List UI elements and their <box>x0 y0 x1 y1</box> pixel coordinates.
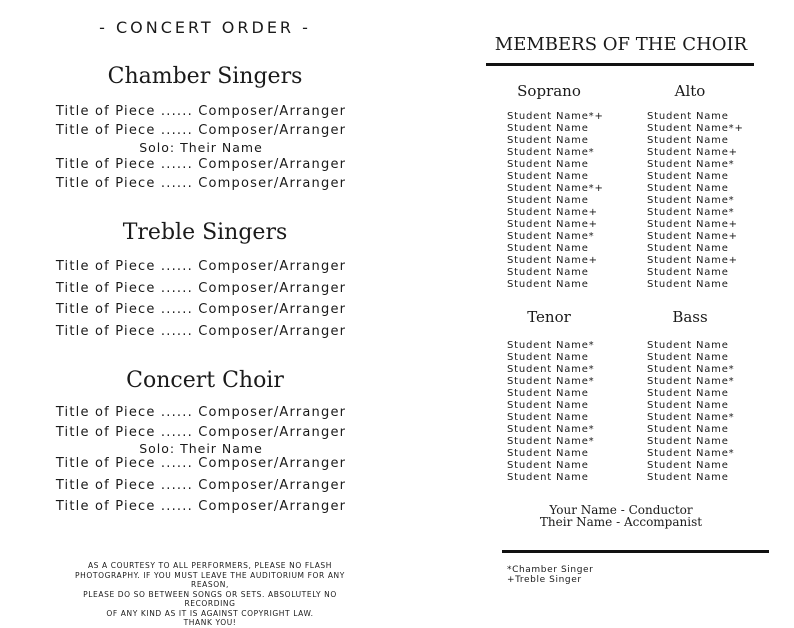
member-name: Student Name <box>647 267 729 278</box>
member-name: Student Name*+ <box>507 183 604 194</box>
tenor-list <box>507 340 594 484</box>
member-name: Student Name* <box>647 207 735 218</box>
member-name: Student Name* <box>647 412 735 423</box>
member-name: Student Name <box>507 412 589 423</box>
member-name: Student Name* <box>507 376 595 387</box>
member-name: Student Name <box>647 135 729 146</box>
legend-treble-singer: +Treble Singer <box>507 575 582 585</box>
member-name: Student Name*+ <box>647 123 744 134</box>
member-name: Student Name* <box>647 376 735 387</box>
program-line: Title of Piece ...... Composer/Arranger <box>55 405 347 420</box>
program-line: Title of Piece ...... Composer/Arranger <box>55 259 347 274</box>
group-title-chamber-singers: Chamber Singers <box>107 64 303 89</box>
member-name: Student Name <box>507 460 589 471</box>
member-name: Student Name <box>507 279 589 290</box>
group-title-concert-choir: Concert Choir <box>126 368 284 393</box>
program-line: Title of Piece ...... Composer/Arranger <box>55 425 347 440</box>
soprano-list <box>507 111 604 291</box>
courtesy-note-line: AS A COURTESY TO ALL PERFORMERS, PLEASE NO FLASH <box>87 561 333 570</box>
section-head-bass: Bass <box>672 308 708 326</box>
footer-divider <box>502 550 769 553</box>
member-name: Student Name* <box>647 364 735 375</box>
member-name: Student Name <box>647 400 729 411</box>
soloist-line: Solo: Their Name <box>139 140 263 155</box>
member-name: Student Name* <box>507 424 595 435</box>
member-name: Student Name <box>647 388 729 399</box>
member-name: Student Name <box>507 388 589 399</box>
member-name: Student Name <box>647 183 729 194</box>
member-name: Student Name <box>507 448 589 459</box>
member-name: Student Name <box>647 111 729 122</box>
member-name: Student Name <box>507 123 589 134</box>
member-name: Student Name <box>507 243 589 254</box>
member-name: Student Name <box>647 352 729 363</box>
program-line: Title of Piece ...... Composer/Arranger <box>55 302 347 317</box>
conductor-credit: Your Name - Conductor <box>549 503 693 517</box>
member-name: Student Name <box>507 135 589 146</box>
member-name: Student Name <box>507 159 589 170</box>
member-name: Student Name <box>507 400 589 411</box>
section-head-alto: Alto <box>674 82 706 100</box>
member-name: Student Name* <box>507 364 595 375</box>
members-title: MEMBERS OF THE CHOIR <box>494 34 748 55</box>
member-name: Student Name <box>647 460 729 471</box>
program-line: Title of Piece ...... Composer/Arranger <box>55 281 347 296</box>
concert-order-heading: - CONCERT ORDER - <box>99 18 311 37</box>
member-name: Student Name+ <box>507 255 598 266</box>
member-name: Student Name <box>507 472 589 483</box>
member-name: Student Name <box>507 195 589 206</box>
member-name: Student Name <box>647 340 729 351</box>
alto-list <box>647 111 744 291</box>
member-name: Student Name* <box>507 340 595 351</box>
member-name: Student Name <box>647 472 729 483</box>
program-line: Title of Piece ...... Composer/Arranger <box>55 176 347 191</box>
member-name: Student Name* <box>507 436 595 447</box>
member-name: Student Name+ <box>647 147 738 158</box>
member-name: Student Name* <box>647 195 735 206</box>
member-name: Student Name+ <box>647 219 738 230</box>
member-name: Student Name* <box>647 448 735 459</box>
courtesy-note-line: PLEASE DO SO BETWEEN SONGS OR SETS. ABSOLUTELY NO RECORDING <box>83 589 337 608</box>
member-name: Student Name <box>507 352 589 363</box>
legend-chamber-singer: *Chamber Singer <box>507 565 594 575</box>
program-line: Title of Piece ...... Composer/Arranger <box>55 324 347 339</box>
group-title-treble-singers: Treble Singers <box>122 220 288 245</box>
member-name: Student Name* <box>507 147 595 158</box>
member-name: Student Name <box>507 171 589 182</box>
program-line: Title of Piece ...... Composer/Arranger <box>55 123 347 138</box>
member-name: Student Name <box>647 424 729 435</box>
member-name: Student Name <box>647 243 729 254</box>
bass-list <box>647 340 734 484</box>
courtesy-note-line: PHOTOGRAPHY. IF YOU MUST LEAVE THE AUDITORIUM FOR ANY REASON, <box>75 570 345 589</box>
member-name: Student Name+ <box>647 231 738 242</box>
member-name: Student Name+ <box>507 207 598 218</box>
program-line: Title of Piece ...... Composer/Arranger <box>55 478 347 493</box>
accompanist-credit: Their Name - Accompanist <box>539 515 703 529</box>
member-name: Student Name <box>647 171 729 182</box>
program-line: Title of Piece ...... Composer/Arranger <box>55 157 347 172</box>
member-name: Student Name* <box>507 231 595 242</box>
member-name: Student Name+ <box>647 255 738 266</box>
member-name: Student Name*+ <box>507 111 604 122</box>
program-line: Title of Piece ...... Composer/Arranger <box>55 104 347 119</box>
member-name: Student Name+ <box>507 219 598 230</box>
courtesy-note <box>60 561 360 628</box>
section-head-soprano: Soprano <box>517 82 581 100</box>
program-line: Title of Piece ...... Composer/Arranger <box>55 499 347 514</box>
courtesy-note-line: OF ANY KIND AS IT IS AGAINST COPYRIGHT LAW. <box>106 608 314 618</box>
courtesy-note-line: THANK YOU! <box>183 618 237 627</box>
title-divider <box>486 63 754 66</box>
member-name: Student Name <box>647 279 729 290</box>
program-line: Title of Piece ...... Composer/Arranger <box>55 456 347 471</box>
member-name: Student Name <box>647 436 729 447</box>
soloist-line: Solo: Their Name <box>139 441 263 456</box>
member-name: Student Name* <box>647 159 735 170</box>
section-head-tenor: Tenor <box>527 308 571 326</box>
member-name: Student Name <box>507 267 589 278</box>
